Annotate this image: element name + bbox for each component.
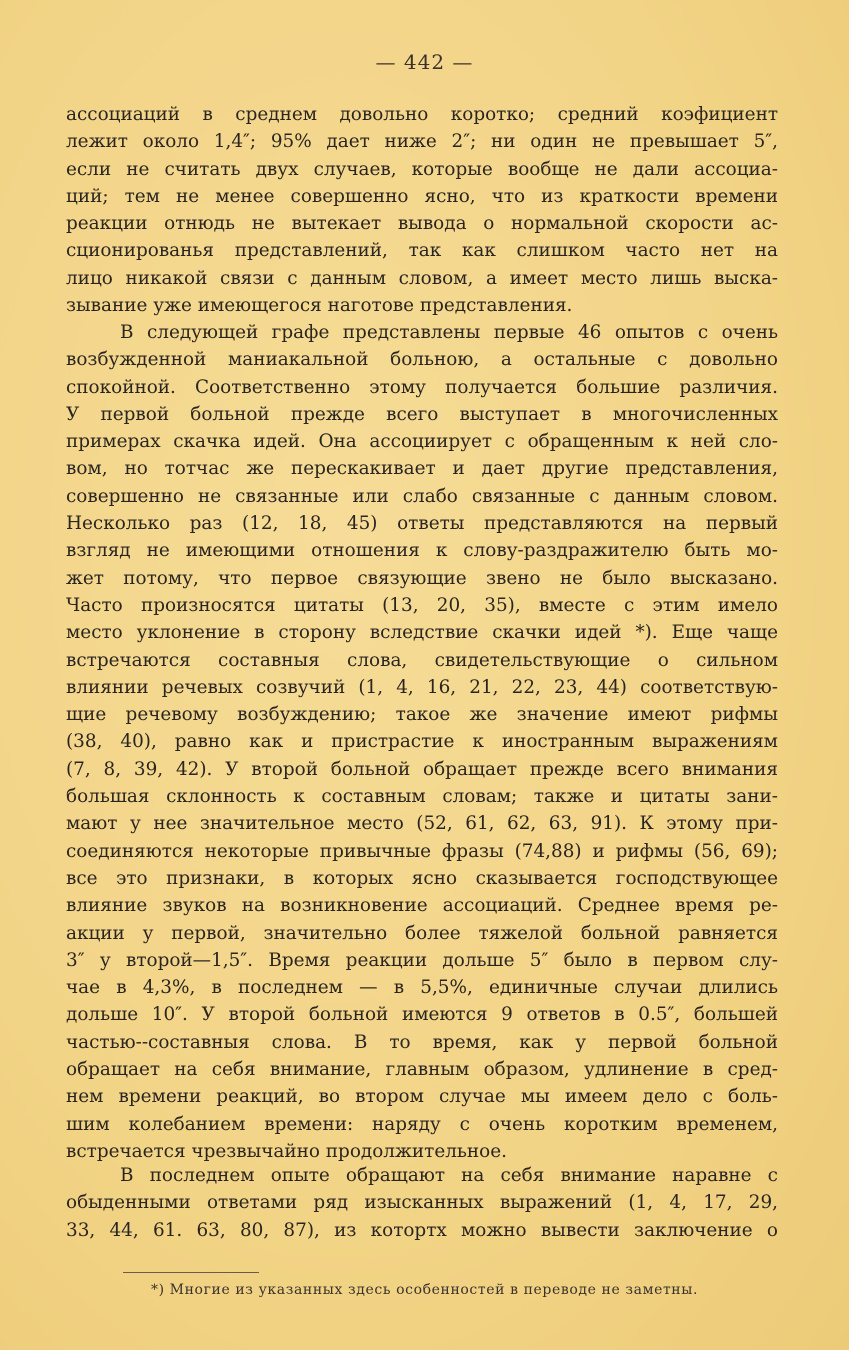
text-line: щие речевому возбуждению; такое же значение имеют рифмы — [66, 704, 778, 726]
text-line: (38, 40), равно как и пристрастие к иностранным выражениям — [66, 731, 778, 753]
footnote: *) Многие из указанных здесь особенностей в переводе не заметны. — [150, 1282, 699, 1298]
text-line: большая склонность к составным словам; также и цитаты зани- — [66, 786, 778, 808]
text-line: ций; тем не менее совершенно ясно, что из краткости времени — [66, 185, 778, 207]
text-line: все это признаки, в которых ясно сказывается господствующее — [66, 867, 778, 889]
text-line: жет потому, что первое связующие звено не было высказано. — [66, 567, 778, 589]
text-line: 33, 44, 61. 63, 80, 87), из котортх можно вывести заключение о — [66, 1219, 778, 1241]
text-line: если не считать двух случаев, которые вообще не дали ассоциа- — [66, 158, 778, 180]
text-line: совершенно не связанные или слабо связанные с данным словом. — [66, 485, 778, 507]
footnote-divider — [123, 1272, 259, 1273]
text-line: вом, но тотчас же перескакивает и дает другие представления, — [66, 458, 778, 480]
text-line: частью--составныя слова. В то время, как у первой больной — [66, 1031, 778, 1053]
text-line: мают у нее значительное место (52, 61, 62, 63, 91). К этому при- — [66, 813, 778, 835]
text-line: встречаются составныя слова, свидетельствующие о сильном — [66, 649, 778, 671]
text-line: влияние звуков на возникновение ассоциаций. Среднее время ре- — [66, 895, 778, 917]
text-line: У первой больной прежде всего выступает в многочисленных — [66, 403, 778, 425]
text-line: возбужденной маниакальной больною, а остальные с довольно — [66, 349, 778, 371]
text-line: В следующей графе представлены первые 46 опытов с очень — [120, 322, 778, 343]
text-line: нем времени реакций, во втором случае мы имеем дело с боль- — [66, 1086, 778, 1108]
text-line: обыденными ответами ряд изысканных выражений (1, 4, 17, 29, — [66, 1192, 778, 1214]
text-line: Часто произносятся цитаты (13, 20, 35), вместе с этим имело — [66, 594, 778, 616]
paragraph-1 — [66, 101, 778, 319]
page-number: — 442 — — [375, 50, 474, 74]
paragraph-2 — [66, 319, 778, 1165]
text-line: встречается чрезвычайно продолжительное. — [66, 1140, 507, 1162]
text-line: дольше 10″. У второй больной имеются 9 ответов в 0.5″, большей — [66, 1004, 778, 1026]
text-line: влиянии речевых созвучий (1, 4, 16, 21, 22, 23, 44) соответствую- — [66, 676, 778, 698]
text-line: Несколько раз (12, 18, 45) ответы представляются на первый — [66, 513, 778, 535]
paragraph-3 — [66, 1162, 778, 1244]
text-line: обращает на себя внимание, главным образом, удлинение в сред- — [66, 1059, 778, 1081]
text-line: чае в 4,3%, в последнем — в 5,5%, единичные случаи длились — [66, 977, 778, 999]
text-line: примерах скачка идей. Она ассоциирует с обращенным к ней сло- — [66, 431, 778, 453]
text-line: 3″ у второй—1,5″. Время реакции дольше 5″ было в первом слу- — [66, 949, 778, 971]
text-line: взгляд не имеющими отношения к слову-раздражителю быть мо- — [66, 540, 778, 562]
text-line: шим колебанием времени: наряду с очень коротким временем, — [66, 1113, 778, 1135]
text-line: акции у первой, значительно более тяжелой больной равняется — [66, 922, 778, 944]
text-line: ассоциаций в среднем довольно коротко; средний коэфициент — [66, 104, 778, 125]
text-line: сционированья представлений, так как слишком часто нет на — [66, 240, 778, 262]
text-line: лицо никакой связи с данным словом, а имеет место лишь выска- — [66, 267, 778, 289]
text-line: В последнем опыте обращают на себя внимание наравне с — [120, 1165, 778, 1186]
text-line: лежит около 1,4″; 95% дает ниже 2″; ни один не превышает 5″, — [66, 131, 778, 153]
text-line: соединяются некоторые привычные фразы (74,88) и рифмы (56, 69); — [66, 840, 778, 862]
text-line: спокойной. Соответственно этому получается большие различия. — [66, 376, 778, 398]
text-line: зывание уже имеющегося наготове представления. — [66, 295, 573, 317]
text-line: (7, 8, 39, 42). У второй больной обращает прежде всего внимания — [66, 758, 778, 780]
text-line: реакции отнюдь не вытекает вывода о нормальной скорости ас- — [66, 213, 778, 235]
text-line: место уклонение в сторону вследствие скачки идей *). Еще чаще — [66, 622, 778, 644]
